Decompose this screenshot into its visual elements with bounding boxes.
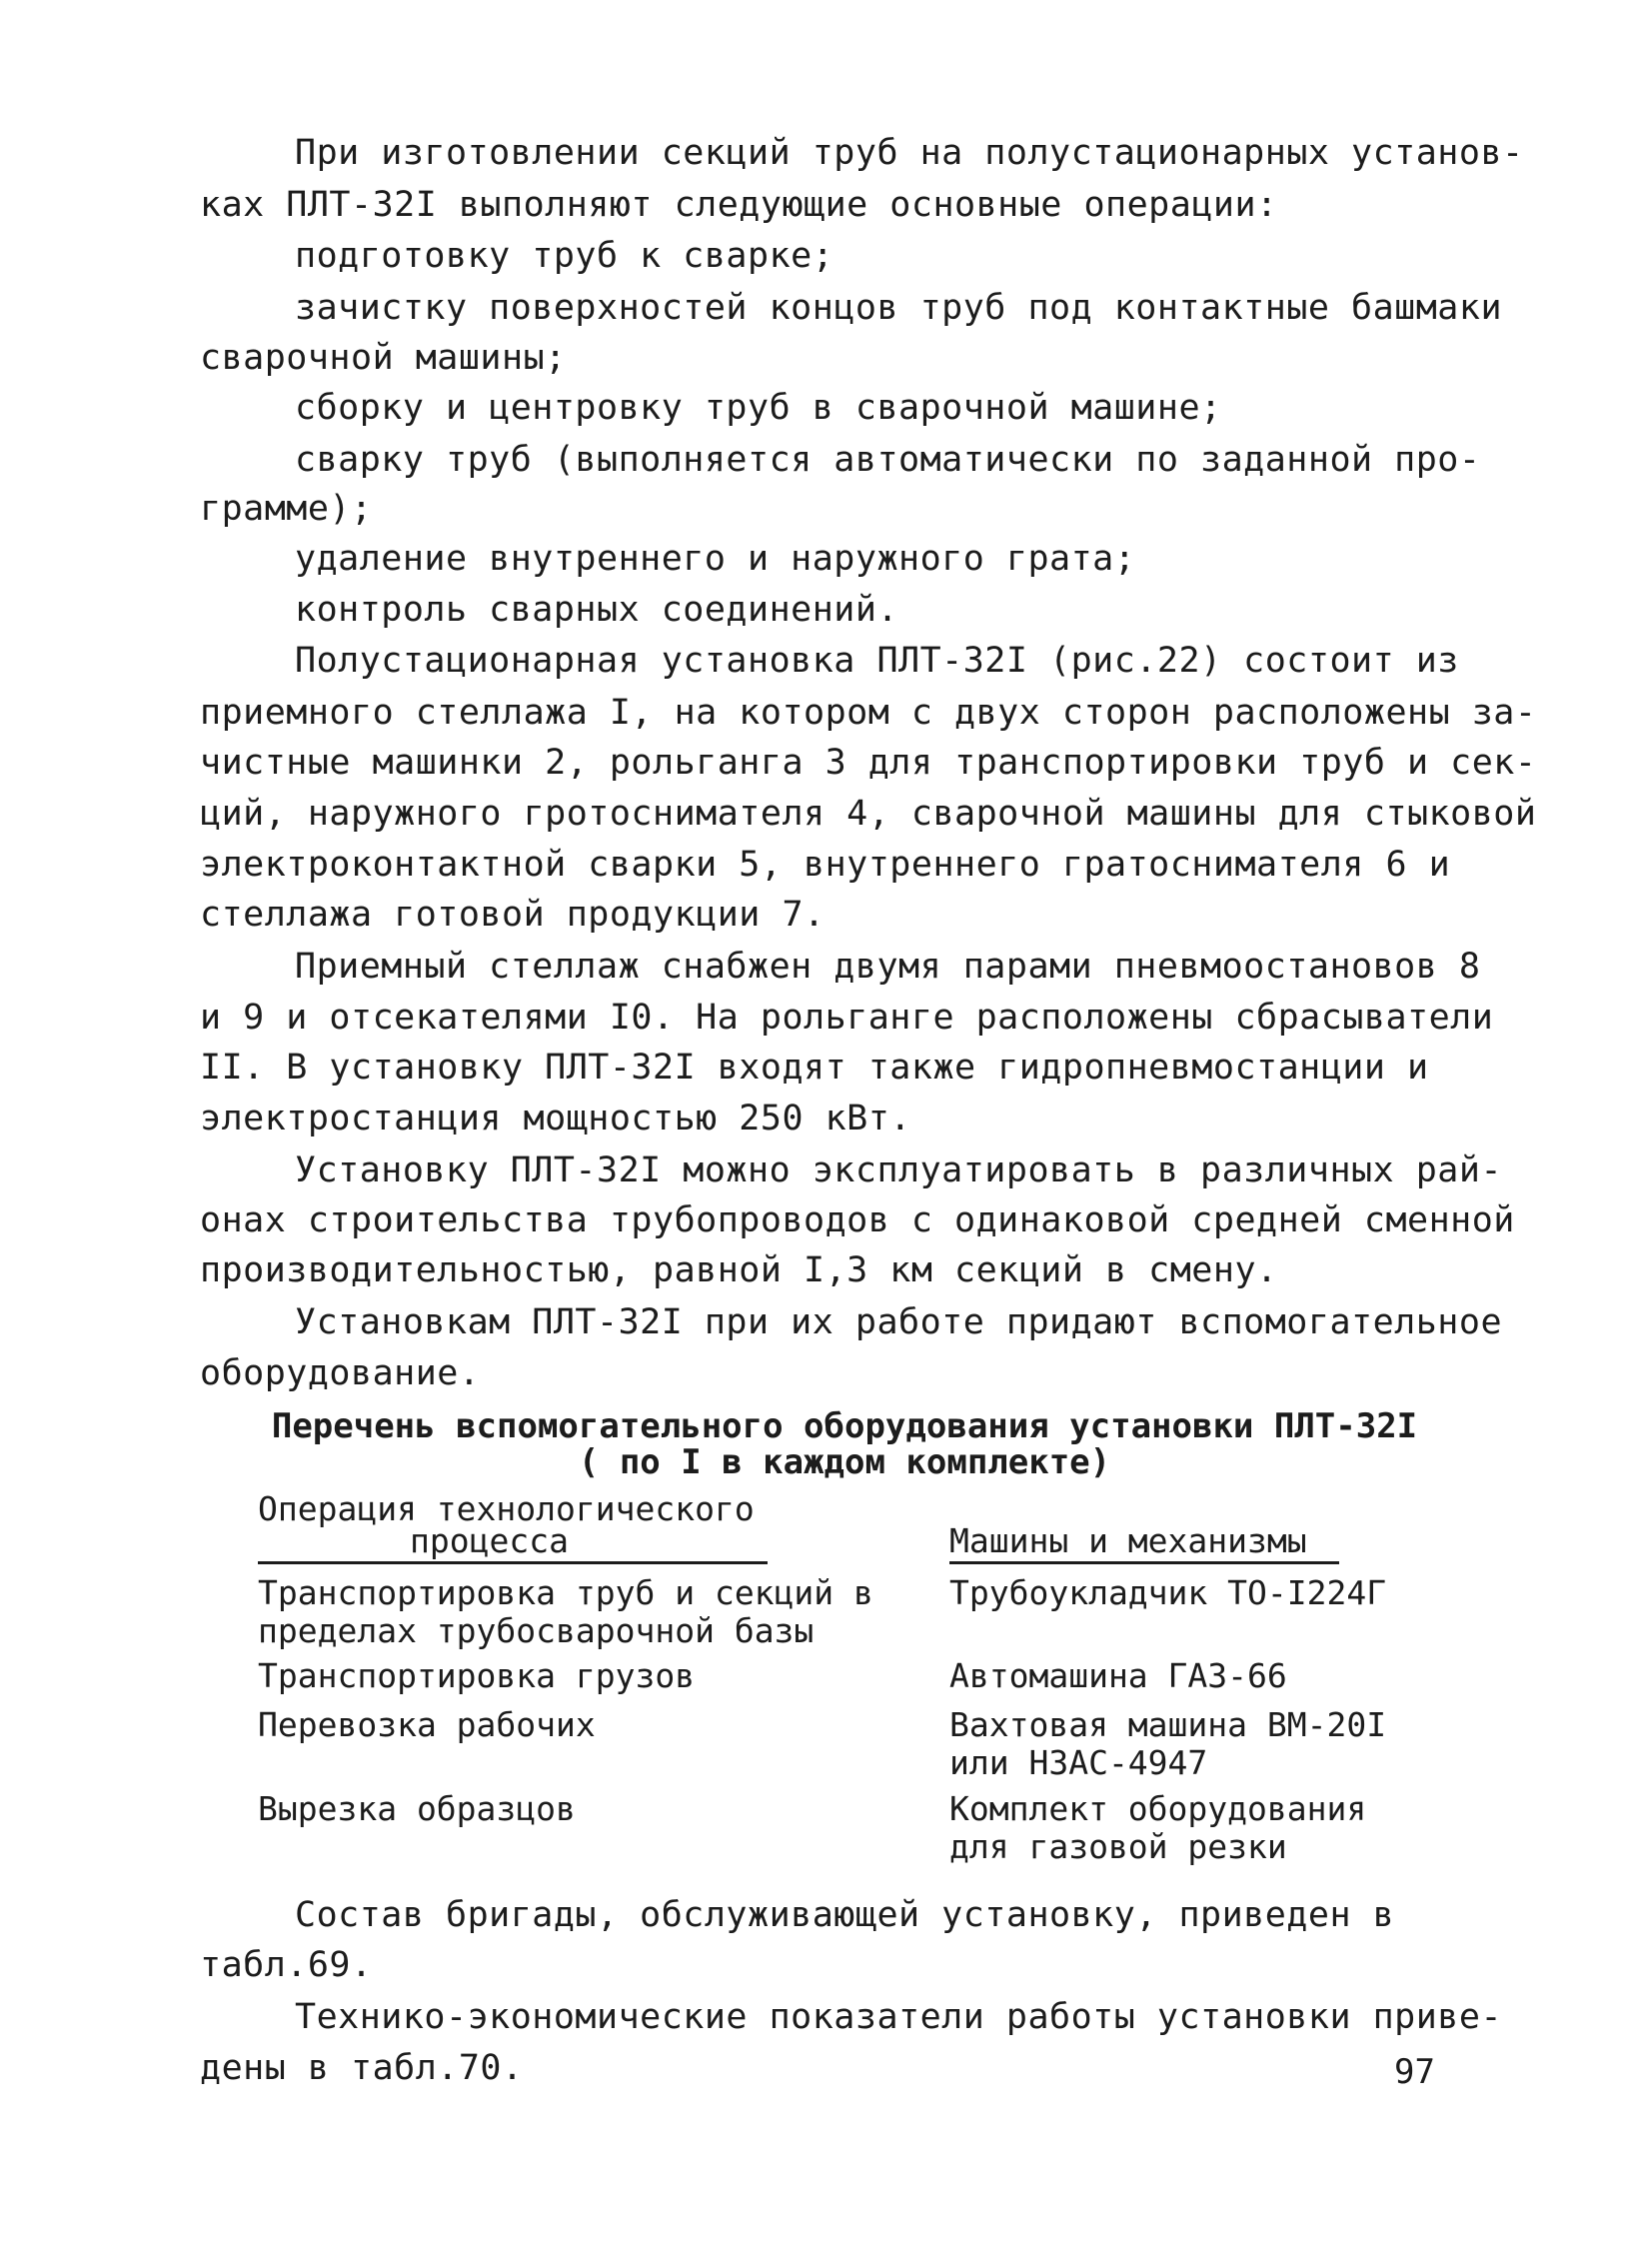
header-underline	[949, 1561, 1339, 1564]
table-cell-operation: Транспортировка грузов	[258, 1656, 696, 1695]
body-line: Установку ПЛТ-32I можно эксплуатировать в различных рай-	[295, 1150, 1503, 1190]
body-line: Полустационарная установка ПЛТ-32I (рис.22) состоит из	[295, 641, 1459, 681]
body-line: Технико-экономические показатели работы установки приве-	[295, 1997, 1503, 2037]
body-line: Установкам ПЛТ-32I при их работе придают вспомогательное	[295, 1302, 1503, 1342]
body-line: II. В установку ПЛТ-32I входят также гидропневмостанции и	[200, 1048, 1429, 1088]
table-title: Перечень вспомогательного оборудования установки ПЛТ-32I	[271, 1406, 1418, 1446]
body-line: сборку и центровку труб в сварочной машине;	[295, 388, 1222, 428]
table-cell-machine: Трубоукладчик ТО-I224Г	[949, 1573, 1387, 1612]
header-underline	[258, 1561, 768, 1564]
body-line: электростанция мощностью 250 кВт.	[200, 1099, 911, 1138]
body-line: удаление внутреннего и наружного грата;	[295, 539, 1136, 579]
body-line: ках ПЛТ-32I выполняют следующие основные операции:	[200, 185, 1278, 225]
body-line: Приемный стеллаж снабжен двумя парами пневмоостановов 8	[295, 947, 1481, 987]
table-cell-machine: Комплект оборудования для газовой резки	[949, 1789, 1367, 1866]
body-line: При изготовлении секций труб на полустационарных установ-	[295, 133, 1524, 173]
body-line: приемного стеллажа I, на котором с двух сторон расположены за-	[200, 693, 1537, 733]
body-line: грамме);	[200, 489, 373, 529]
page-number: 97	[1394, 2052, 1435, 2092]
body-line: стеллажа готовой продукции 7.	[200, 895, 826, 935]
body-line: производительностью, равной I,3 км секций в смену.	[200, 1250, 1278, 1290]
body-line: подготовку труб к сварке;	[295, 236, 834, 276]
table-cell-machine: Автомашина ГАЗ-66	[949, 1656, 1287, 1695]
table-header-operation: Операция технологического	[258, 1489, 755, 1528]
body-line: оборудование.	[200, 1353, 481, 1393]
body-line: Состав бригады, обслуживающей установку, приведен в	[295, 1895, 1395, 1935]
table-cell-operation: Перевозка рабочих	[258, 1705, 596, 1744]
body-line: электроконтактной сварки 5, внутреннего гратоснимателя 6 и	[200, 845, 1451, 885]
table-cell-operation: Вырезка образцов	[258, 1789, 576, 1828]
body-line: и 9 и отсекателями I0. На рольганге расположены сбрасыватели	[200, 998, 1494, 1038]
body-line: табл.69.	[200, 1945, 373, 1985]
body-line: сварочной машины;	[200, 338, 567, 378]
body-line: контроль сварных соединений.	[295, 590, 899, 630]
table-cell-operation: Транспортировка труб и секций в пределах трубосварочной базы	[258, 1573, 873, 1650]
body-line: дены в табл.70.	[200, 2048, 524, 2088]
body-line: зачистку поверхностей концов труб под контактные башмаки	[295, 288, 1503, 328]
table-subtitle: ( по I в каждом комплекте)	[578, 1442, 1111, 1482]
table-header-operation: процесса	[410, 1521, 569, 1560]
body-line: сварку труб (выполняется автоматически по заданной про-	[295, 440, 1481, 480]
body-line: чистные машинки 2, рольганга 3 для транспортировки труб и сек-	[200, 743, 1537, 783]
table-header-machines: Машины и механизмы	[949, 1521, 1307, 1560]
body-line: онах строительства трубопроводов с одинаковой средней сменной	[200, 1200, 1515, 1240]
body-line: ций, наружного гротоснимателя 4, сварочной машины для стыковой	[200, 794, 1537, 834]
table-cell-machine: Вахтовая машина ВМ-20I или НЗАС-4947	[949, 1705, 1387, 1782]
